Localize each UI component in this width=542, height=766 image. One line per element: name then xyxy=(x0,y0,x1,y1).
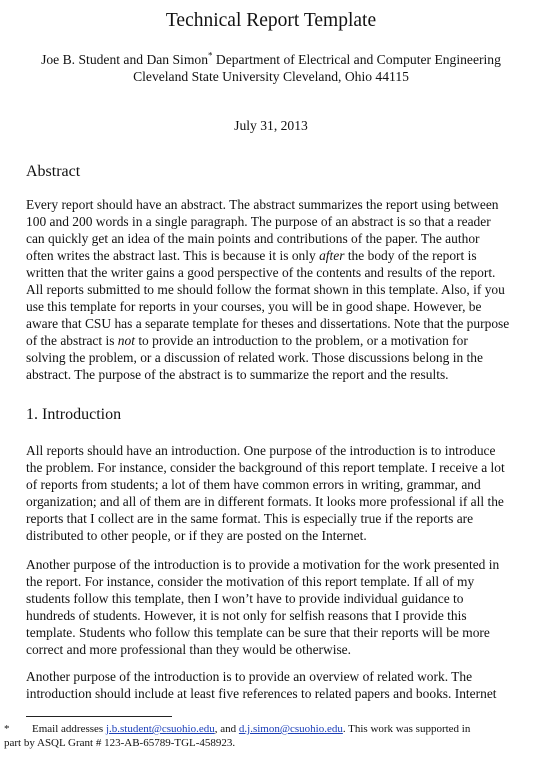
author-names: Joe B. Student and Dan Simon xyxy=(41,52,208,67)
email-link-student[interactable]: j.b.student@csuohio.edu xyxy=(105,723,215,735)
author-affiliation: Cleveland State University Cleveland, Ohio 44115 xyxy=(133,69,409,84)
intro-line: of reports from students; a lot of them have common errors in writing, grammar, and xyxy=(26,477,481,492)
intro-line: the problem. For instance, consider the background of this report template. I receive a lot xyxy=(26,460,505,475)
intro-line: template. Students who follow this template can be sure that their reports will be more xyxy=(26,625,490,640)
abstract-line: All reports submitted to me should follow the format shown in this template. Also, if you xyxy=(26,282,505,297)
footnote-reference: * xyxy=(208,50,213,61)
abstract-line: abstract. The purpose of the abstract is to summarize the report and the results. xyxy=(26,367,449,382)
author-department: Department of Electrical and Computer Engineering xyxy=(212,52,501,67)
abstract-line xyxy=(26,247,518,264)
abstract-text: of the abstract is xyxy=(26,333,118,348)
footnote-text: , and xyxy=(214,723,239,735)
abstract-text: to provide an introduction to the problem, or a motivation for xyxy=(134,333,468,348)
abstract-text: the body of the report is xyxy=(344,248,477,263)
intro-line: organization; and all of them are in different formats. It looks more professional if all the xyxy=(26,494,504,509)
intro-line: All reports should have an introduction. One purpose of the introduction is to introduce xyxy=(26,443,496,458)
intro-line: introduction should include at least five references to related papers and books. Internet xyxy=(26,686,497,701)
intro-line: the report. For instance, consider the motivation of this report template. If all of my xyxy=(26,574,475,589)
email-link-simon[interactable]: d.j.simon@csuohio.edu xyxy=(238,723,343,735)
footnote-mark: * xyxy=(4,723,10,735)
footnote-text: Email addresses xyxy=(32,723,106,735)
intro-line: correct and more professional than they would be otherwise. xyxy=(26,642,352,657)
abstract-text: often writes the abstract last. This is because it is only xyxy=(26,248,320,263)
author-block xyxy=(0,51,542,85)
intro-line: Another purpose of the introduction is to provide a motivation for the work presented in xyxy=(26,557,500,572)
author-line-1 xyxy=(0,51,542,68)
abstract-line: 100 and 200 words in a single paragraph. The purpose of an abstract is so that a reader xyxy=(26,214,491,229)
abstract-line: written that the writer gains a good perspective of the contents and results of the report. xyxy=(26,265,496,280)
introduction-paragraph-2 xyxy=(26,556,518,658)
intro-line: students follow this template, then I won’t have to provide individual guidance to xyxy=(26,591,464,606)
abstract-heading: Abstract xyxy=(26,163,81,180)
footnote-line: part by ASQL Grant # 123-AB-65789-TGL-458923. xyxy=(4,737,236,749)
intro-line: hundreds of students. However, it is not only for selfish reasons that I provide this xyxy=(26,608,467,623)
report-title: Technical Report Template xyxy=(165,10,377,31)
introduction-paragraph-1 xyxy=(26,442,518,544)
intro-line: Another purpose of the introduction is to provide an overview of related work. The xyxy=(26,669,473,684)
footnote-divider xyxy=(26,716,172,717)
footnote xyxy=(4,722,524,750)
abstract-line: can quickly get an idea of the main points and contributions of the paper. The author xyxy=(26,231,480,246)
introduction-paragraph-3 xyxy=(26,668,518,702)
footnote-line xyxy=(4,722,524,736)
abstract-line xyxy=(26,332,518,349)
report-date: July 31, 2013 xyxy=(234,118,308,133)
intro-line: distributed to other people, or if they are posted on the Internet. xyxy=(26,528,367,543)
abstract-line: solving the problem, or a discussion of related work. Those discussions belong in the xyxy=(26,350,483,365)
abstract-line: Every report should have an abstract. The abstract summarizes the report using between xyxy=(26,197,499,212)
footnote-text: . This work was supported in xyxy=(342,723,471,735)
abstract-emphasis: not xyxy=(117,333,135,348)
abstract-line: use this template for reports in your courses, you will be in good shape. However, be xyxy=(26,299,482,314)
abstract-emphasis: after xyxy=(319,248,345,263)
intro-line: reports that I collect are in the same format. This is especially true if the reports are xyxy=(26,511,474,526)
abstract-paragraph xyxy=(26,196,518,383)
introduction-heading: 1. Introduction xyxy=(26,406,122,423)
abstract-line: aware that CSU has a separate template for theses and dissertations. Note that the purpose xyxy=(26,316,510,331)
